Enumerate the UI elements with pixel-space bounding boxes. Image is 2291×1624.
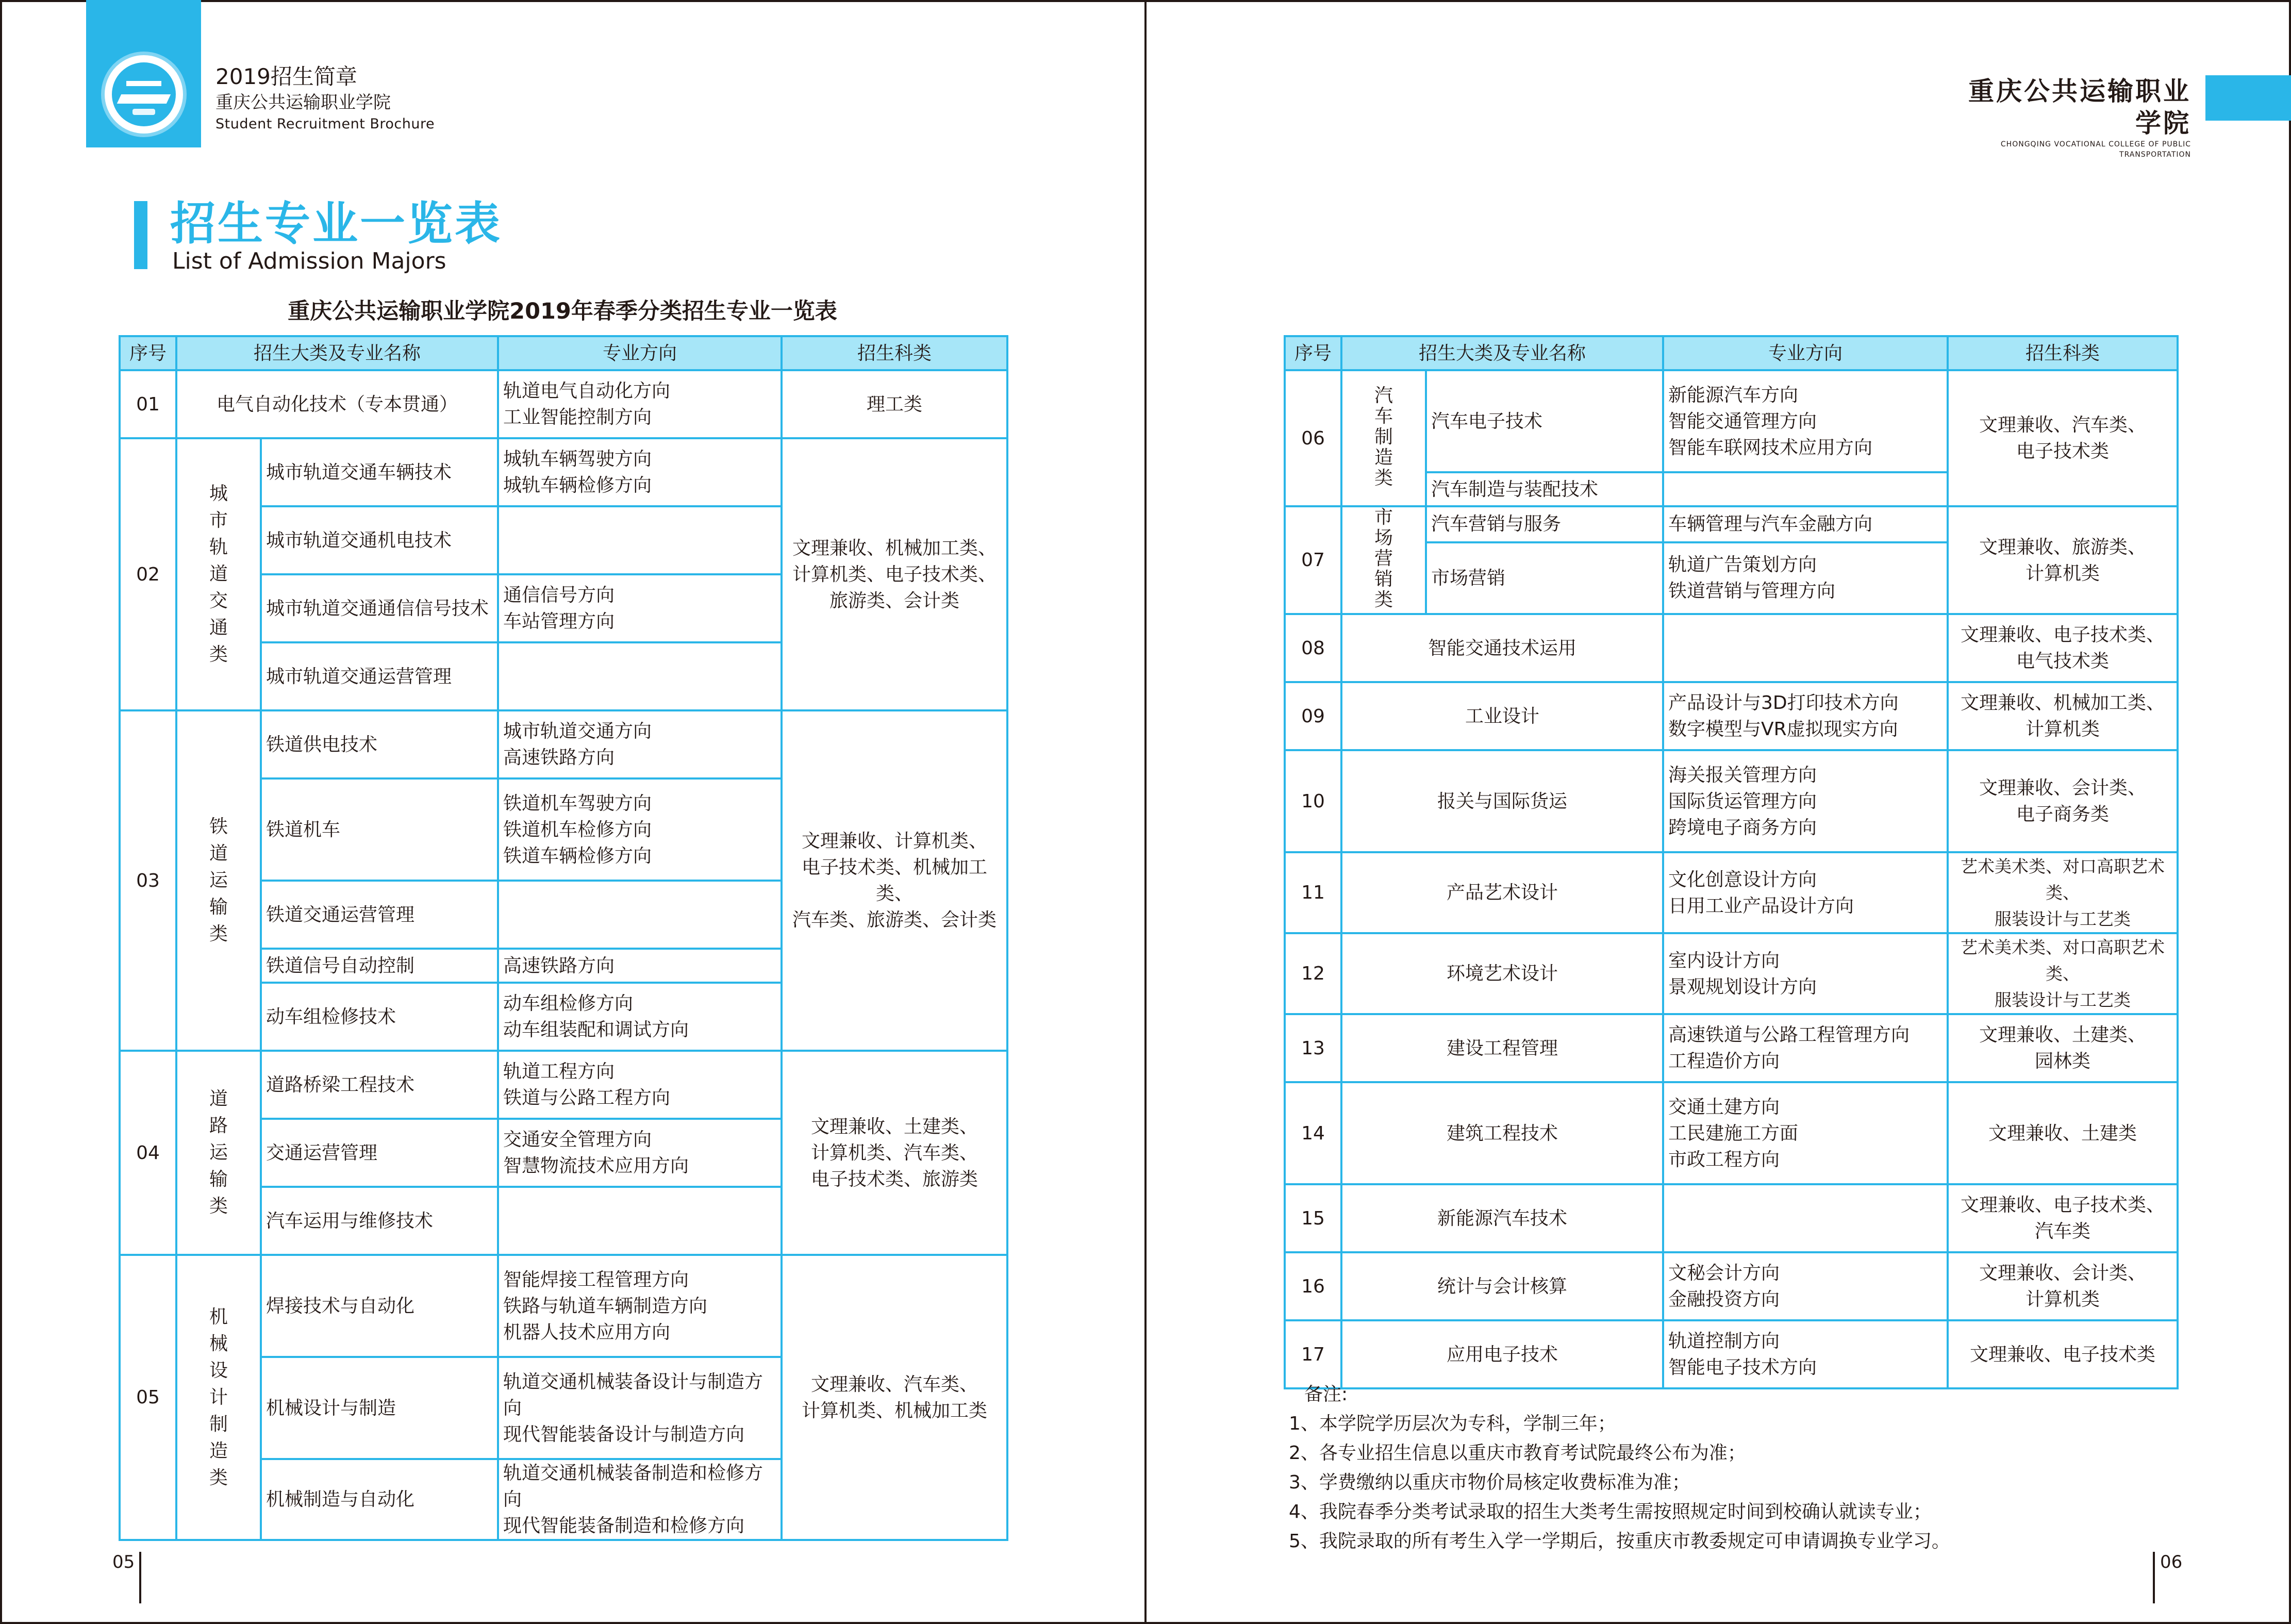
seq-cell: 04 [120, 1051, 176, 1255]
col-header-seq: 序号 [120, 336, 176, 370]
major-cell: 机械制造与自动化 [261, 1459, 498, 1540]
table-row [120, 710, 1007, 778]
seq-cell: 03 [120, 710, 176, 1051]
note-item: 5、我院录取的所有考生入学一学期后，按重庆市教委规定可申请调换专业学习。 [1289, 1531, 1950, 1552]
major-cell: 统计与会计核算 [1341, 1252, 1663, 1320]
col-header-direction: 专业方向 [498, 336, 782, 370]
category-cell: 铁道运输类 [176, 710, 261, 1051]
subject-cell: 文理兼收、土建类、 园林类 [1948, 1014, 2178, 1082]
major-cell: 城市轨道交通运营管理 [261, 642, 498, 710]
direction-cell: 车辆管理与汽车金融方向 [1663, 506, 1948, 542]
direction-cell: 交通安全管理方向 智慧物流技术应用方向 [498, 1119, 782, 1187]
major-cell: 电气自动化技术（专本贯通） [176, 370, 498, 438]
seq-cell: 13 [1285, 1014, 1341, 1082]
table-caption: 重庆公共运输职业学院2019年春季分类招生专业一览表 [288, 299, 837, 324]
direction-cell: 新能源汽车方向 智能交通管理方向 智能车联网技术应用方向 [1663, 370, 1948, 472]
category-cell: 道路运输类 [176, 1051, 261, 1255]
seq-cell: 14 [1285, 1082, 1341, 1184]
direction-cell [498, 642, 782, 710]
table-row [120, 1051, 1007, 1119]
major-cell: 城市轨道交通车辆技术 [261, 438, 498, 506]
subject-cell: 艺术美术类、对口高职艺术类、 服装设计与工艺类 [1948, 933, 2178, 1014]
table-row [1285, 682, 2178, 750]
major-cell: 铁道信号自动控制 [261, 949, 498, 983]
direction-cell: 城轨车辆驾驶方向 城轨车辆检修方向 [498, 438, 782, 506]
seq-cell: 07 [1285, 506, 1341, 614]
category-cell: 城市轨道交通类 [176, 438, 261, 710]
table-header-row [1285, 336, 2178, 370]
major-cell: 汽车制造与装配技术 [1426, 472, 1663, 506]
major-cell: 铁道交通运营管理 [261, 881, 498, 949]
brochure-header [215, 63, 435, 134]
major-cell: 建筑工程技术 [1341, 1082, 1663, 1184]
major-cell: 道路桥梁工程技术 [261, 1051, 498, 1119]
logo-emblem-icon [112, 62, 176, 126]
major-cell: 交通运营管理 [261, 1119, 498, 1187]
subject-cell: 文理兼收、会计类、 计算机类 [1948, 1252, 2178, 1320]
direction-cell: 轨道交通机械装备设计与制造方向 现代智能装备设计与制造方向 [498, 1357, 782, 1459]
table-row [1285, 614, 2178, 682]
direction-cell: 文化创意设计方向 日用工业产品设计方向 [1663, 852, 1948, 933]
major-cell: 工业设计 [1341, 682, 1663, 750]
major-cell: 汽车运用与维修技术 [261, 1187, 498, 1255]
table-row [1285, 1014, 2178, 1082]
category-cell: 机械设计制造类 [176, 1255, 261, 1540]
major-cell: 报关与国际货运 [1341, 750, 1663, 852]
seq-cell: 15 [1285, 1184, 1341, 1252]
table-row [120, 370, 1007, 438]
table-row [120, 438, 1007, 506]
seq-cell: 10 [1285, 750, 1341, 852]
direction-cell [498, 506, 782, 574]
direction-cell: 轨道电气自动化方向 工业智能控制方向 [498, 370, 782, 438]
notes-block [1289, 1380, 1950, 1556]
col-header-seq: 序号 [1285, 336, 1341, 370]
col-header-direction: 专业方向 [1663, 336, 1948, 370]
category-cell: 市场营销类 [1341, 506, 1426, 614]
direction-cell: 智能焊接工程管理方向 铁路与轨道车辆制造方向 机器人技术应用方向 [498, 1255, 782, 1357]
major-cell: 焊接技术与自动化 [261, 1255, 498, 1357]
page-number-tick-left [139, 1552, 141, 1603]
major-cell: 智能交通技术运用 [1341, 614, 1663, 682]
major-cell: 铁道供电技术 [261, 710, 498, 778]
direction-cell: 城市轨道交通方向 高速铁路方向 [498, 710, 782, 778]
table-row [1285, 1252, 2178, 1320]
table-row [1285, 933, 2178, 1014]
subject-cell: 文理兼收、土建类、 计算机类、汽车类、 电子技术类、旅游类 [782, 1051, 1007, 1255]
seq-cell: 08 [1285, 614, 1341, 682]
seq-cell: 16 [1285, 1252, 1341, 1320]
direction-cell [498, 1187, 782, 1255]
seq-cell: 05 [120, 1255, 176, 1540]
page-number-right: 06 [2160, 1552, 2183, 1572]
seq-cell: 02 [120, 438, 176, 710]
note-item: 3、学费缴纳以重庆市物价局核定收费标准为准； [1289, 1472, 1690, 1493]
direction-cell: 铁道机车驾驶方向 铁道机车检修方向 铁道车辆检修方向 [498, 778, 782, 881]
table-row [1285, 1184, 2178, 1252]
seq-cell: 06 [1285, 370, 1341, 506]
direction-cell: 轨道控制方向 智能电子技术方向 [1663, 1320, 1948, 1388]
direction-cell: 动车组检修方向 动车组装配和调试方向 [498, 983, 782, 1051]
brochure-school: 重庆公共运输职业学院 [215, 92, 391, 113]
brochure-english: Student Recruitment Brochure [215, 116, 435, 132]
direction-cell: 轨道广告策划方向 铁道营销与管理方向 [1663, 542, 1948, 614]
major-cell: 动车组检修技术 [261, 983, 498, 1051]
page-spine [1144, 0, 1147, 1624]
direction-cell [1663, 1184, 1948, 1252]
school-wordmark-en: CHONGQING VOCATIONAL COLLEGE OF PUBLIC TRANSPORTATION [2000, 140, 2191, 159]
page-number-left: 05 [112, 1552, 135, 1572]
section-subtitle: List of Admission Majors [172, 248, 446, 274]
section-title: 招生专业一览表 [170, 197, 503, 250]
subject-cell: 文理兼收、会计类、 电子商务类 [1948, 750, 2178, 852]
direction-cell: 高速铁道与公路工程管理方向 工程造价方向 [1663, 1014, 1948, 1082]
major-cell: 汽车营销与服务 [1426, 506, 1663, 542]
direction-cell: 轨道工程方向 铁道与公路工程方向 [498, 1051, 782, 1119]
majors-table-left [119, 335, 1008, 1541]
subject-cell: 理工类 [782, 370, 1007, 438]
subject-cell: 文理兼收、机械加工类、 计算机类 [1948, 682, 2178, 750]
subject-cell: 文理兼收、电子技术类、 电气技术类 [1948, 614, 2178, 682]
col-header-subject: 招生科类 [782, 336, 1007, 370]
table-header-row [120, 336, 1007, 370]
major-cell: 环境艺术设计 [1341, 933, 1663, 1014]
major-cell: 应用电子技术 [1341, 1320, 1663, 1388]
school-wordmark [1944, 75, 2191, 160]
school-logo [101, 52, 187, 137]
seq-cell: 01 [120, 370, 176, 438]
subject-cell: 文理兼收、计算机类、 电子技术类、机械加工类、 汽车类、旅游类、会计类 [782, 710, 1007, 1051]
seq-cell: 11 [1285, 852, 1341, 933]
header-tab-right [2205, 75, 2291, 121]
notes-heading: 备注: [1304, 1384, 1348, 1405]
table-row [120, 1255, 1007, 1357]
major-cell: 产品艺术设计 [1341, 852, 1663, 933]
major-cell: 机械设计与制造 [261, 1357, 498, 1459]
major-cell: 新能源汽车技术 [1341, 1184, 1663, 1252]
direction-cell: 室内设计方向 景观规划设计方向 [1663, 933, 1948, 1014]
major-cell: 城市轨道交通机电技术 [261, 506, 498, 574]
col-header-major: 招生大类及专业名称 [1341, 336, 1663, 370]
subject-cell: 文理兼收、电子技术类、 汽车类 [1948, 1184, 2178, 1252]
table-row [1285, 852, 2178, 933]
table-row [1285, 370, 2178, 472]
major-cell: 铁道机车 [261, 778, 498, 881]
direction-cell: 产品设计与3D打印技术方向 数字模型与VR虚拟现实方向 [1663, 682, 1948, 750]
direction-cell: 通信信号方向 车站管理方向 [498, 574, 782, 642]
direction-cell [1663, 472, 1948, 506]
major-cell: 汽车电子技术 [1426, 370, 1663, 472]
school-wordmark-cn: 重庆公共运输职业学院 [1968, 76, 2191, 138]
major-cell: 市场营销 [1426, 542, 1663, 614]
seq-cell: 12 [1285, 933, 1341, 1014]
note-item: 2、各专业招生信息以重庆市教育考试院最终公布为准； [1289, 1443, 1746, 1464]
col-header-subject: 招生科类 [1948, 336, 2178, 370]
col-header-major: 招生大类及专业名称 [176, 336, 498, 370]
note-item: 1、本学院学历层次为专科，学制三年； [1289, 1413, 1616, 1434]
subject-cell: 文理兼收、土建类 [1948, 1082, 2178, 1184]
subject-cell: 文理兼收、机械加工类、 计算机类、电子技术类、 旅游类、会计类 [782, 438, 1007, 710]
direction-cell [498, 881, 782, 949]
brochure-title: 2019招生简章 [215, 64, 357, 89]
category-cell: 汽车制造类 [1341, 370, 1426, 506]
direction-cell: 轨道交通机械装备制造和检修方向 现代智能装备制造和检修方向 [498, 1459, 782, 1540]
note-item: 4、我院春季分类考试录取的招生大类考生需按照规定时间到校确认就读专业； [1289, 1501, 1932, 1522]
seq-cell: 09 [1285, 682, 1341, 750]
direction-cell: 海关报关管理方向 国际货运管理方向 跨境电子商务方向 [1663, 750, 1948, 852]
table-row [1285, 1320, 2178, 1388]
direction-cell: 文秘会计方向 金融投资方向 [1663, 1252, 1948, 1320]
subject-cell: 文理兼收、旅游类、 计算机类 [1948, 506, 2178, 614]
majors-table-right [1284, 335, 2179, 1389]
subject-cell: 文理兼收、汽车类、 计算机类、机械加工类 [782, 1255, 1007, 1540]
subject-cell: 文理兼收、电子技术类 [1948, 1320, 2178, 1388]
page-number-tick-right [2153, 1552, 2155, 1603]
subject-cell: 艺术美术类、对口高职艺术类、 服装设计与工艺类 [1948, 852, 2178, 933]
table-row [1285, 750, 2178, 852]
major-cell: 城市轨道交通通信信号技术 [261, 574, 498, 642]
table-row [1285, 506, 2178, 542]
direction-cell [1663, 614, 1948, 682]
major-cell: 建设工程管理 [1341, 1014, 1663, 1082]
title-accent-bar [134, 201, 147, 269]
table-row [1285, 1082, 2178, 1184]
direction-cell: 高速铁路方向 [498, 949, 782, 983]
subject-cell: 文理兼收、汽车类、 电子技术类 [1948, 370, 2178, 506]
direction-cell: 交通土建方向 工民建施工方面 市政工程方向 [1663, 1082, 1948, 1184]
seq-cell: 17 [1285, 1320, 1341, 1388]
